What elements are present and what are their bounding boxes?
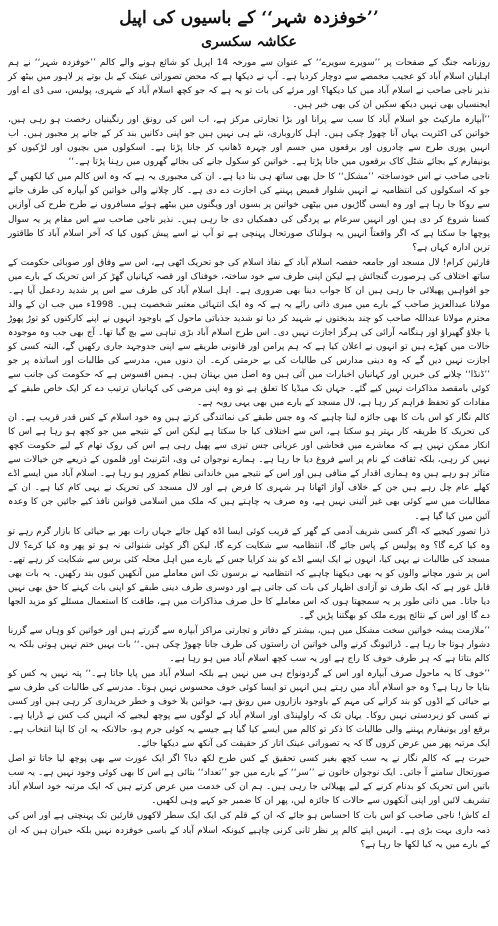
article-paragraph: قارئین کرام! لال مسجد اور جامعہ حفصہ اسلام آباد کے نفاذ اسلام کی جو تحریک اٹھی ہے، اس سے وفاق اور صوبائی حکومت کے ساتھ اختلاف کی ہرصورت گنجائش ہے لیکن اپنی طرف سے خود ساختہ، خوفناک اور قصہ کہانیاں گھڑ کر اس تحریک کے بارے میں جو افواہیں پھیلائی جا رہی ہیں ان کا جواب دینا بھی ضروری ہے۔ اہل اسلام آباد کی طرف سے اس پر شدید ردعمل آیا ہے۔ مولانا عبدالعزیز صاحب کے بارے میں میری ذاتی رائے یہ ہے کہ وہ ایک انتہائی معتبر شخصیت ہیں۔ 1998ء میں جب ان کے والد محترم مولانا عبداللہ صاحب کو چند بدبختوں نے شہید کر دیا تو شدید جذباتی ماحول کے باوجود انہوں نے اپنے کارکنوں کو توڑ پھوڑ یا جلاؤ گھیراؤ اور ہنگامہ آرائی کی ہرگز اجازت نہیں دی۔ اس طرح اسلام آباد بڑی تباہی سے بچ گیا تھا۔ آج بھی جب وہ موجودہ حالات میں کھڑے ہیں تو انہوں نے اعلان کیا ہے کہ ہم پرامن اور قانونی طریقے سے اپنی جدوجہد جاری رکھیں گے، البتہ کسی کو اجازت نہیں دیں گے کہ وہ دینی مدارس کی طالبات کی بے حرمتی کرے۔ ان دنوں میں، مدرسے کی طالبات اور اساتذہ پر جو ’’ڈنڈا‘‘ چلانے کی خبریں اور کہانیاں اخبارات میں آئی ہیں وہ اصل میں بہتان ہیں۔ ہمیں افسوس ہے کہ حکومت کی جانب سے کوئی بامقصد مذاکرات نہیں کیے گئے۔ جہاں تک میڈیا کا تعلق ہے تو وہ اپنی مرضی کی کہانیاں ترتیب دے کر ایک خاص طبقے کے مفادات کو تحفظ فراہم کر رہا ہے، لال مسجد کے بارے میں بھی یہی رویہ ہے۔ xyxy=(8,257,490,409)
article-body xyxy=(8,56,490,852)
article-paragraph: ناجی صاحب نے اس خودساختہ ’’مشکل‘‘ کا حل بھی ساتھ ہی بتا دیا ہے۔ ان کی مجبوری یہ ہے کہ وہ اس کالم میں کیا لکھیں گے جو کہ اسکولوں کی انتظامیہ نے انہیں شلوار قمیض پہننے کی اجازت دے دی ہے۔ کار چلانے والی خواتین کو آبپارہ کی طرف جانے سے روکا جا رہا ہے اور وہ ایسی گاڑیوں میں بیٹھی خواتین پر بسوں اور ویگنوں میں بیٹھے ہوئے مسافروں نے طرح طرح کی آوازیں کسنا شروع کر دی ہیں اور انہیں سرعام بے پردگی کی دھمکیاں دی جا رہی ہیں۔ نذیر ناجی صاحب سے اس مقام پر یہ سوال پوچھا جا سکتا ہے کہ اگر واقعتاً انہیں یہ ہولناک صورتحال پہنچی ہے تو آپ نے اسے پیش کیوں کیا کہ آخر اسلام آباد کا طاقتور ترین ادارہ کہاں ہے؟ xyxy=(8,172,490,253)
article-paragraph: اے کاش! ناجی صاحب کو اس بات کا احساس ہو جائے کہ ان کے قلم کی ایک ایک سطر لاکھوں قارئین تک پہنچتی ہے اور اس کی ذمہ داری بہت بڑی ہے۔ انہیں اپنے کالم پر نظر ثانی کرنی چاہیے کیونکہ اسلام آباد کے باسی خوفزدہ نہیں بلکہ حیران ہیں کہ ان کے بارے میں یہ کیا لکھا جا رہا ہے؟ xyxy=(8,811,490,850)
article-paragraph: ’’ملازمت پیشہ خواتین سخت مشکل میں ہیں، بیشتر کے دفاتر و تجارتی مراکز آبپارہ سے گزرتے ہیں اور خواتین کو وہاں سے گزرنا دشوار ہوتا جا رہا ہے۔ ڈرائیونگ کرنے والی خواتین ان راستوں کی طرف جانا چھوڑ چکی ہیں۔‘‘ بات یہیں ختم نہیں ہوتی بلکہ یہ کالم بتاتا ہے کہ ہر طرف خوف کا راج ہے اور یہ سب کچھ اسلام آباد میں ہو رہا ہے۔ xyxy=(8,625,490,664)
article-paragraph: حیرت ہے کہ کالم نگار نے یہ سب کچھ بغیر کسی تحقیق کے کس طرح لکھ دیا؟ اگر ایک عورت سے بھی پوچھ لیا جاتا تو اصل صورتحال سامنے آ جاتی۔ ایک نوجوان خاتون نے ’’سر‘‘ کے بارے میں جو ’’تعداد‘‘ بتائی ہے اس کا بھی کوئی وجود نہیں ہے۔ یہ سب باتیں اس تحریک کو بدنام کرنے کے لیے پھیلائی جا رہی ہیں۔ ہم ان کی خدمت میں عرض کرتے ہیں کہ ایک مرتبہ خود اسلام آباد تشریف لائیں اور اپنی آنکھوں سے حالات کا جائزہ لیں، پھر ان کا ضمیر جو کہے وہی لکھیں۔ xyxy=(8,754,490,807)
article-paragraph: روزنامہ جنگ کے صفحات پر ’’سویرے سویرے‘‘ کے عنوان سے مورخہ 14 اپریل کو شائع ہونے والے کالم ’’خوفزدہ شہر‘‘ نے ہم اہلیان اسلام آباد کو عجیب مخمصے سے دوچار کردیا ہے۔ آپ نے دیکھا ہے کہ محض تصوراتی عینک کے بل بوتے پر لاہور میں بیٹھ کر نذیر ناجی صاحب نے اسلام آباد میں کیا دیکھا؟ اور مرئے کی بات تو یہ ہے کہ جو کچھ اسلام آباد کے شہری، پولیس، سی ڈی اے اور ایجنسیاں بھی نہیں دیکھ سکیں ان کی بھی خبر ہیں۔ xyxy=(8,58,490,111)
article-byline: عکاشہ سکسری xyxy=(201,34,297,50)
article-paragraph: کالم نگار کو اس بات کا بھی جائزہ لینا چاہیے کہ وہ جس طبقے کی نمائندگی کرتے ہیں وہ خود اسلام کے کس قدر قریب ہے۔ ان کی تحریک کا طریقہ کار بہتر ہو سکتا ہے، اس سے اختلاف کیا جا سکتا ہے لیکن اس کے نتیجے میں جو کچھ ہو رہا ہے اس کا انکار ممکن نہیں ہے کہ معاشرے میں فحاشی اور عریانی جس تیزی سے پھیل رہی ہے اس کی روک تھام کے لیے حکومت کچھ نہیں کر رہی، بلکہ ثقافت کے نام پر اسے فروغ دیا جا رہا ہے۔ ہمارے نوجوان ٹی وی، انٹرنیٹ اور فلموں کے ذریعے جن خیالات سے متاثر ہو رہے ہیں وہ ہماری اقدار کے منافی ہیں اور اس کے نتیجے میں خاندانی نظام کمزور ہو رہا ہے۔ اسلام آباد میں ایسے اڈے کھلے عام چل رہے ہیں جن کے خلاف آواز اٹھانا ہر شہری کا فرض ہے اور لال مسجد کی تحریک نے یہی کام کیا ہے۔ ان کے مطالبات میں سے کوئی بھی غیر آئینی نہیں ہے، وہ صرف یہ چاہتے ہیں کہ ملک میں اسلامی قوانین نافذ کیے جائیں جن کا وعدہ آئین میں کیا گیا ہے۔ xyxy=(8,413,490,522)
article-paragraph: ’’آبپارہ مارکیٹ جو اسلام آباد کا سب سے پرانا اور بڑا تجارتی مرکز ہے، اب اس کی رونق اور رنگینیاں رخصت ہو رہی ہیں، خواتین کی اکثریت یہاں آنا چھوڑ چکی ہیں۔ اہل کاروباری، نئے ہی نہیں ہیں جو اپنی دکانیں بند کر کے جانے پر مجبور ہیں۔ اب انہیں پوری طرح سے چادروں اور برقعوں میں جسم اور چہرہ ڈھانپ کر جانا پڑتا ہے۔ اسکولوں میں بچیوں اور لڑکیوں کو یونیفارم کے بجائے شٹل کاک برقعوں میں جانا پڑتا ہے۔ خواتین کو سکول جانے کی بجائے گھروں میں رہنا پڑتا ہے۔‘‘ xyxy=(8,115,490,168)
article-paragraph: ذرا تصور کیجیے کہ اگر کسی شریف آدمی کے گھر کے قریب کوئی ایسا اڈہ کھل جائے جہاں رات بھر بے حیائی کا بازار گرم رہے تو وہ کیا کرے گا؟ وہ پولیس کے پاس جائے گا، انتظامیہ سے شکایت کرے گا، لیکن اگر کوئی شنوائی نہ ہو تو پھر وہ کیا کرے؟ لال مسجد کی طالبات نے یہی کیا، انہوں نے ایک ایسے اڈے کو بند کرایا جس کے بارے میں اہل محلہ کئی برس سے شکایت کر رہے تھے۔ اس پر شور مچانے والوں کو یہ بھی دیکھنا چاہیے کہ انتظامیہ نے برسوں تک اس معاملے میں آنکھیں کیوں بند رکھیں۔ یہ بات بھی قابل غور ہے کہ ایک طرف تو آزادی اظہار کی بات کی جاتی ہے اور دوسری طرف دینی طبقے کو اپنی بات کہنے کا حق بھی نہیں دیا جاتا۔ میں ذاتی طور پر یہ سمجھتا ہوں کہ اس معاملے کا حل صرف مذاکرات میں ہے، طاقت کا استعمال مسئلے کو مزید الجھا دے گا اور اس کے نتائج پورے ملک کو بھگتنا پڑیں گے۔ xyxy=(8,526,490,621)
article-headline: ’’خوفزدہ شہر‘‘ کے باسیوں کی اپیل xyxy=(119,8,379,28)
article-paragraph: ’’خوف کا یہ ماحول صرف آبپارہ اور اس کے گردونواح ہی میں نہیں ہے بلکہ اسلام آباد میں پایا جاتا ہے۔‘‘ پتہ نہیں یہ کس کو بتایا جا رہا ہے؟ وہ جو اسلام آباد میں رہتے ہیں انہیں تو ایسا کوئی خوف محسوس نہیں ہوتا۔ مدرسے کی طالبات کی طرف سے بے حیائی کے اڈوں کو بند کرانے کی مہم کے باوجود بازاروں میں رونق ہے، خواتین بلا خوف و خطر خریداری کر رہی ہیں اور کسی نے کسی کو زبردستی نہیں روکا۔ یہاں تک کہ راولپنڈی اور اسلام آباد کے لوگوں سے پوچھ لیجیے کہ انہیں کب کس نے ڈرایا ہے۔ برقع اور یونیفارم پہننے والی طالبات کا ذکر تو کالم میں ایسے کیا گیا ہے جیسے یہ کوئی جرم ہو، حالانکہ یہ ان کا اپنا انتخاب ہے۔ ایک مرتبہ پھر میں عرض کروں گا کہ یہ تصوراتی عینک اتار کر حقیقت کی آنکھ سے دیکھا جائے۔ xyxy=(8,669,490,750)
